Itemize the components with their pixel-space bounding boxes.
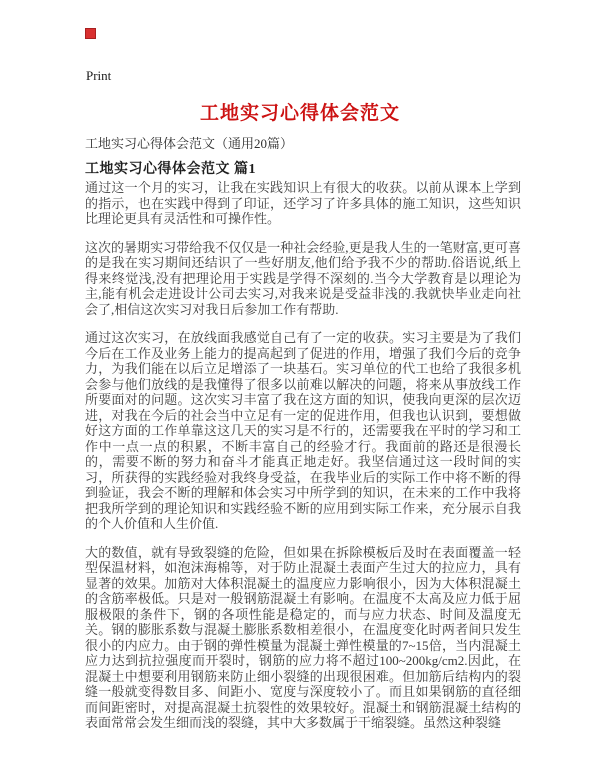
section-heading: 工地实习心得体会范文 篇1: [85, 162, 256, 177]
print-button[interactable]: Print: [86, 68, 112, 83]
paragraph: 大的数值，就有导致裂缝的危险，但如果在拆除模板后及时在表面覆盖一轻型保温材料，如泡沫海棉等，对于防止混凝土表面产生过大的拉应力，具有显著的效果。加筋对大体积混凝土的温度应力影响很小，因为大体积混凝土的含筋率极低。只是对一般钢筋混凝土有影响。在温度不太高及应力低于屈服极限的条件下，钢的各项性能是稳定的，而与应力状态、时间及温度无关。钢的膨胀系数与混凝土膨胀系数相差很小，在温度变化时两者间只发生很小的内应力。由于钢的弹性模量为混凝土弹性模量的7~15倍，当内混凝土应力达到抗拉强度而开裂时，钢筋的应力将不超过100~200kg/cm2.因此，在混凝土中想要利用钢筋来防止细小裂缝的出现很困难。但加筋后结构内的裂缝一般就变得数目多、间距小、宽度与深度较小了。而且如果钢筋的直径细而间距密时，对提高混凝土抗裂性的效果较好。混凝土和钢筋混凝土结构的表面常常会发生细而浅的裂缝，其中大多数属于干缩裂缝。虽然这种裂缝: [85, 544, 521, 730]
paragraph: 这次的暑期实习带给我不仅仅是一种社会经验,更是我人生的一笔财富,更可喜的是我在实习期间还结识了一些好朋友,他们给予我不少的帮助.俗语说,纸上得来终觉浅,没有把理论用于实践是学得不深刻的.当今大学教育是以理论为主,能有机会走进设计公司去实习,对我来说是受益非浅的.我就快毕业走向社会了,相信这次实习对我日后参加工作有帮助.: [85, 239, 521, 317]
subtitle: 工地实习心得体会范文（通用20篇）: [85, 136, 294, 151]
page-title: 工地实习心得体会范文: [199, 103, 400, 124]
article-body: [85, 180, 521, 744]
broken-image-icon: [85, 28, 96, 39]
paragraph: 通过这一个月的实习，让我在实践知识上有很大的收获。以前从课本上学到的指示，也在实践中得到了印证，还学习了许多具体的施工知识，这些知识比理论更具有灵活性和可操作性。: [85, 180, 521, 226]
paragraph: 通过这次实习，在放线面我感觉自己有了一定的收获。实习主要是为了我们今后在工作及业务上能力的提高起到了促进的作用，增强了我们今后的竞争力，为我们能在以后立足增添了一块基石。实习单位的代工也给了我很多机会参与他们放线的是我懂得了很多以前难以解决的问题，将来从事放线工作所要面对的问题。这次实习丰富了我在这方面的知识，使我向更深的层次迈进，对我在今后的社会当中立足有一定的促进作用，但我也认识到，要想做好这方面的工作单靠这这几天的实习是不行的，还需要我在平时的学习和工作中一点一点的积累，不断丰富自己的经验才行。我面前的路还是很漫长的，需要不断的努力和奋斗才能真正地走好。我坚信通过这一段时间的实习，所获得的实践经验对我终身受益，在我毕业后的实际工作中将不断的得到验证，我会不断的理解和体会实习中所学到的知识，在未来的工作中我将把我所学到的理论知识和实践经验不断的应用到实际工作来，充分展示自我的个人价值和人生价值.: [85, 330, 521, 531]
